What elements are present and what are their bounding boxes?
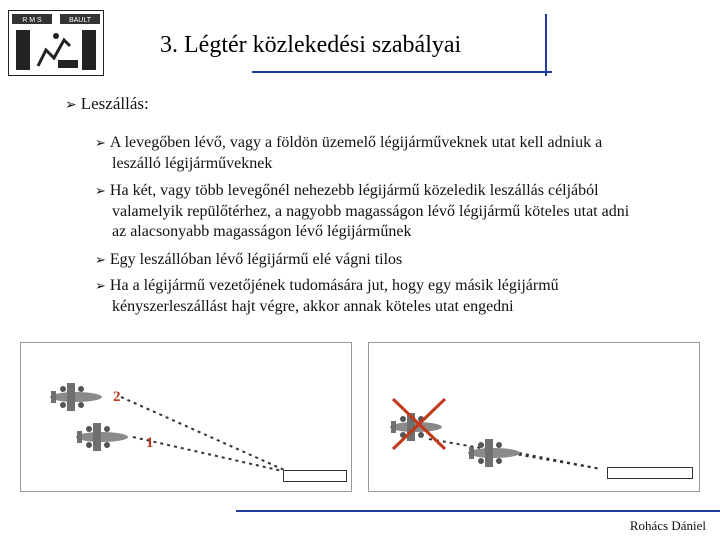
diagram-right — [368, 342, 700, 492]
arrow-bullet-icon: ➢ — [95, 253, 106, 268]
logo-icon — [8, 10, 104, 76]
cross-icon — [389, 395, 449, 453]
airplane-icon — [73, 419, 131, 455]
sub-bullet-4 — [95, 276, 695, 317]
sub-bullet-2-line2: valamelyik repülőtérhez, a nagyobb magasságon lévő légijármű köteles utat adni — [112, 203, 630, 220]
runway — [607, 467, 693, 479]
airplane-icon — [47, 379, 105, 415]
title-horizontal-rule — [252, 71, 552, 73]
main-bullet — [65, 94, 149, 114]
main-bullet-text: Leszállás: — [80, 94, 149, 113]
sub-bullet-3 — [95, 250, 695, 271]
sub-bullet-4-line1: Ha a légijármű vezetőjének tudomására jut, hogy egy másik légijármű — [109, 277, 559, 294]
sub-bullet-4-line2: kényszerleszállást hajt végre, akkor annak köteles utat engedni — [112, 298, 514, 315]
aircraft-label-1: 1 — [146, 435, 154, 451]
sub-bullet-2 — [95, 181, 695, 242]
sub-bullet-1-line1: A levegőben lévő, vagy a földön üzemelő légijárműveknek utat kell adniuk a — [109, 134, 603, 151]
arrow-bullet-icon: ➢ — [95, 136, 106, 151]
runway — [283, 470, 347, 482]
logo-left-label: R M S — [22, 17, 42, 24]
arrow-bullet-icon: ➢ — [95, 279, 106, 294]
airplane-icon — [465, 435, 523, 471]
sub-bullet-2-line1: Ha két, vagy több levegőnél nehezebb légijármű közeledik leszállás céljából — [109, 182, 599, 199]
sub-bullet-2-line3: az alacsonyabb magasságon lévő légijárműnek — [112, 223, 412, 240]
footer-rule — [236, 510, 720, 512]
footer-author: Rohács Dániel — [629, 518, 706, 533]
logo-right-label: BAULT — [68, 17, 92, 24]
title-vertical-rule — [545, 14, 547, 76]
sub-bullet-3-line1: Egy leszállóban lévő légijármű elé vágni tilos — [109, 251, 403, 268]
diagram-left-paths — [21, 343, 351, 491]
arrow-bullet-icon: ➢ — [95, 184, 106, 199]
page-title: 3. Légtér közlekedési szabályai — [160, 32, 462, 58]
arrow-bullet-icon: ➢ — [65, 97, 77, 113]
sub-bullet-1 — [95, 133, 695, 174]
diagram-left — [20, 342, 352, 492]
aircraft-label-2: 2 — [113, 389, 121, 405]
sub-bullet-1-line2: leszálló légijárműveknek — [112, 155, 273, 172]
